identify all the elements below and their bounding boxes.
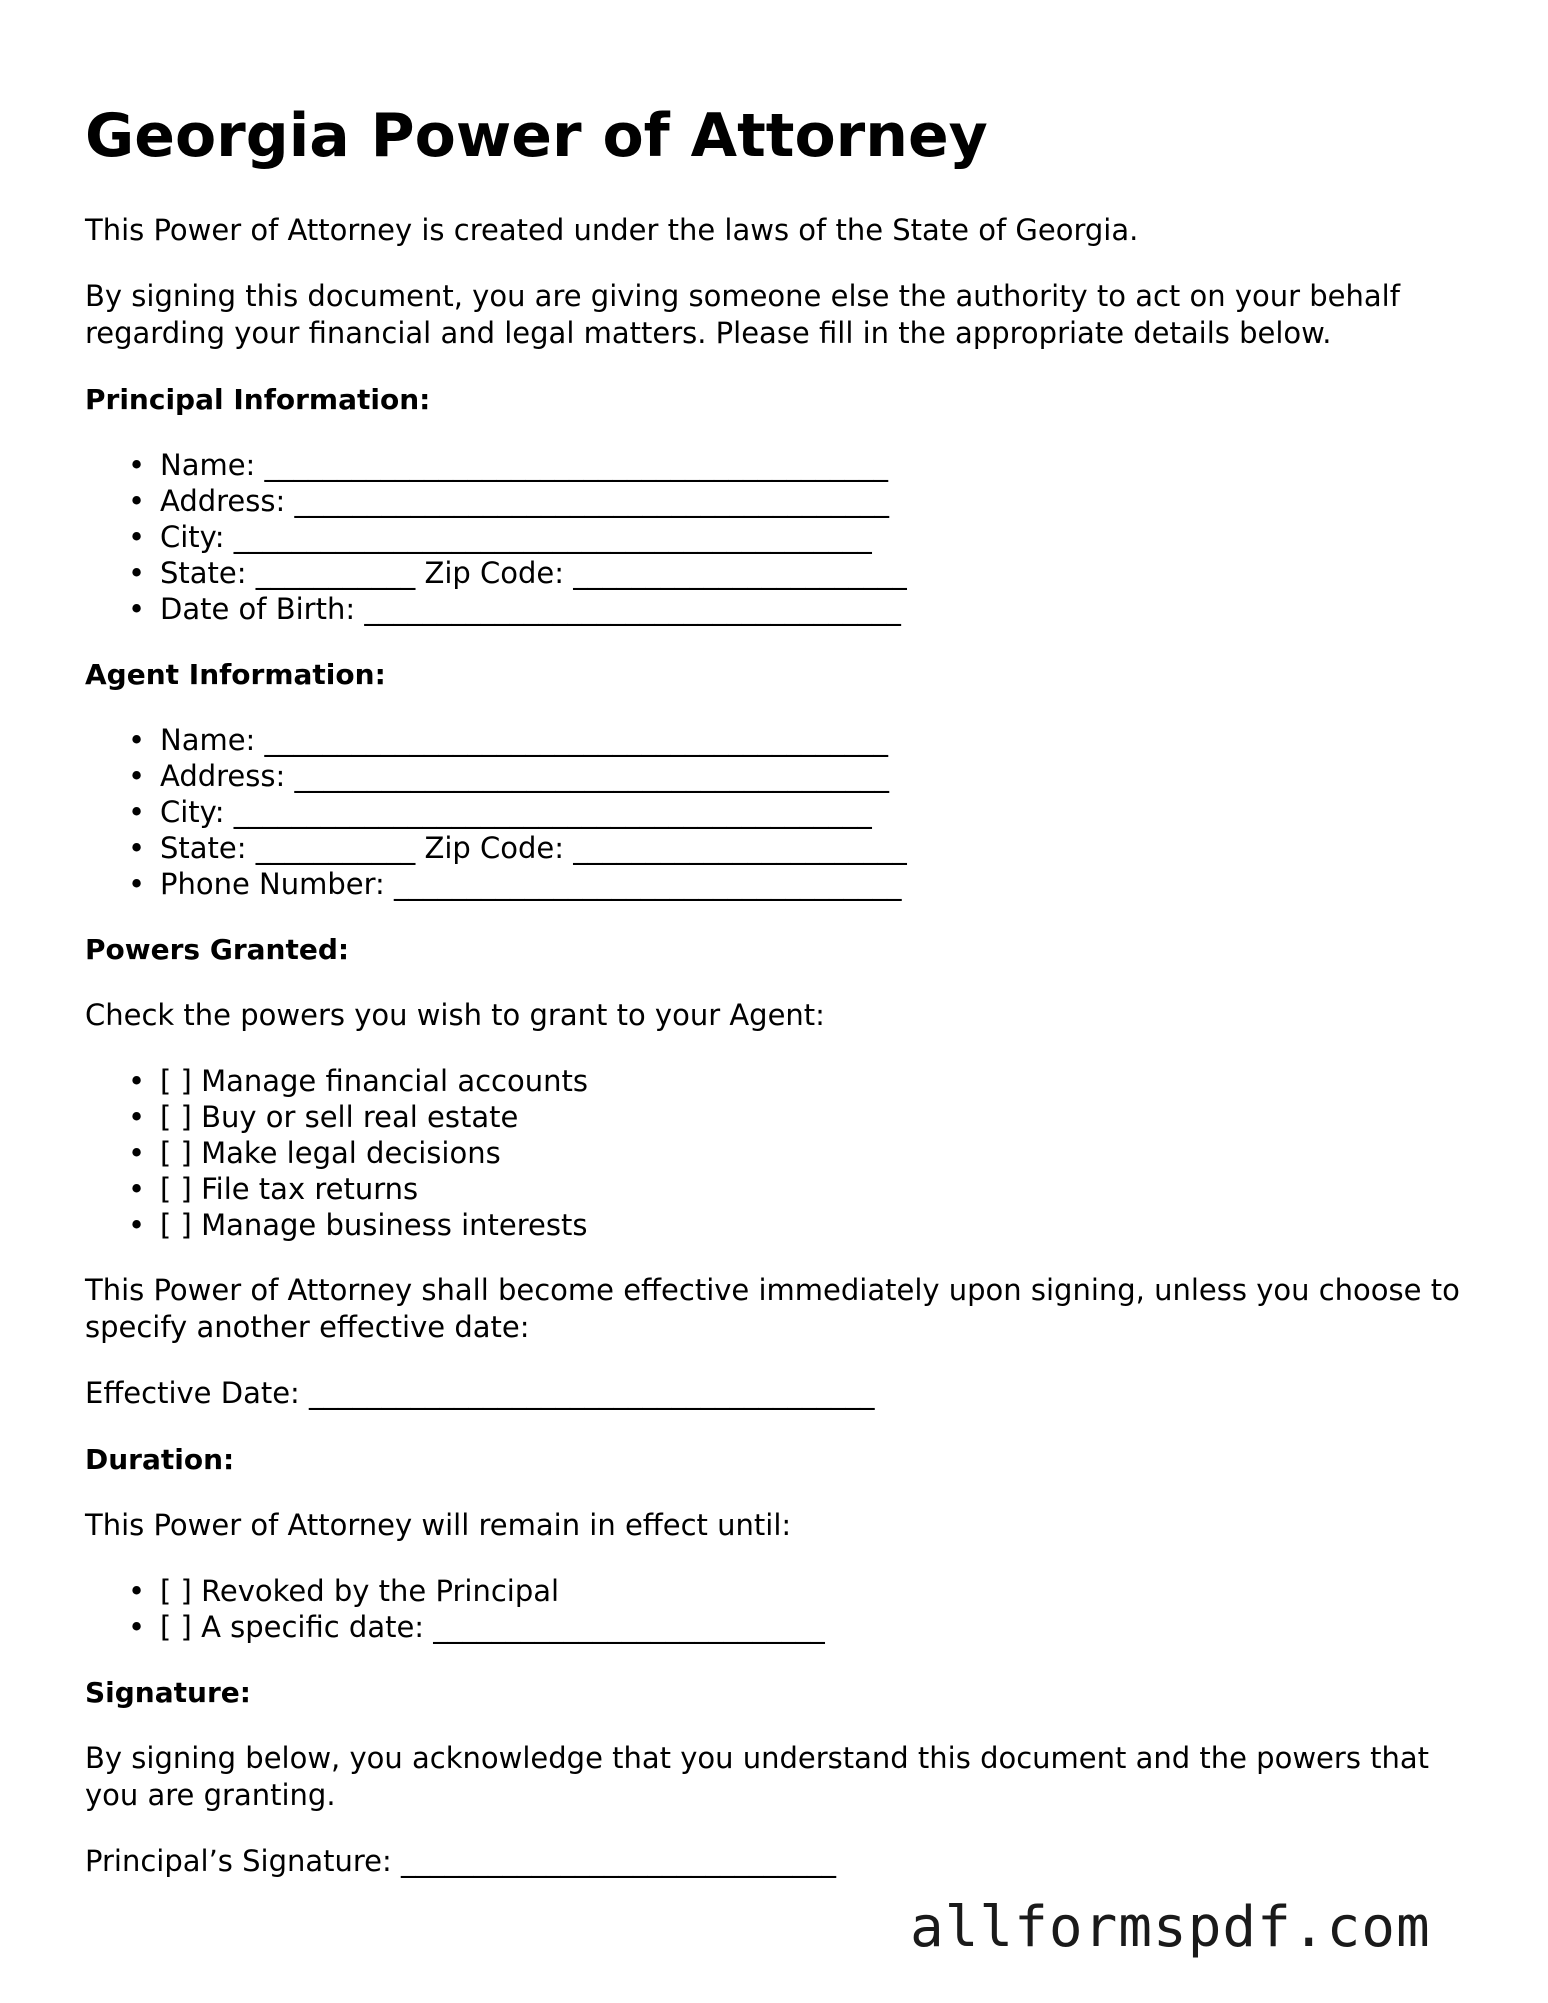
document-title: Georgia Power of Attorney	[85, 101, 988, 171]
intro-paragraph-1: This Power of Attorney is created under the laws of the State of Georgia.	[85, 213, 1139, 247]
signature-heading: Signature:	[85, 1676, 251, 1709]
agent-state-zip-field: • State: ___________ Zip Code: _______________________	[160, 830, 1485, 866]
principal-info-list	[85, 447, 1485, 627]
duration-option-date: • [ ] A specific date: ___________________________	[160, 1609, 1485, 1645]
principal-city-field: • City: ____________________________________________	[160, 519, 1485, 555]
principal-address-field: • Address: _________________________________________	[160, 483, 1485, 519]
power-option-business: • [ ] Manage business interests	[160, 1207, 1485, 1243]
power-option-legal: • [ ] Make legal decisions	[160, 1135, 1485, 1171]
power-option-financial: • [ ] Manage financial accounts	[160, 1063, 1485, 1099]
agent-name-field: • Name: ___________________________________________	[160, 722, 1485, 758]
signature-paragraph: By signing below, you acknowledge that you understand this document and the powers that you are granting.	[85, 1741, 1430, 1812]
document-page	[85, 100, 1485, 1909]
agent-info-list	[85, 722, 1485, 902]
duration-paragraph: This Power of Attorney will remain in effect until:	[85, 1508, 792, 1542]
principal-state-zip-field: • State: ___________ Zip Code: _______________________	[160, 555, 1485, 591]
duration-heading: Duration:	[85, 1443, 235, 1476]
duration-list	[85, 1573, 1485, 1645]
powers-list	[85, 1063, 1485, 1243]
powers-instruction: Check the powers you wish to grant to your Agent:	[85, 998, 825, 1032]
principal-signature-field: Principal’s Signature: ______________________________	[85, 1844, 837, 1878]
watermark: allformspdf.com	[910, 1895, 1431, 1960]
power-option-tax: • [ ] File tax returns	[160, 1171, 1485, 1207]
principal-dob-field: • Date of Birth: _____________________________________	[160, 591, 1485, 627]
principal-name-field: • Name: ___________________________________________	[160, 447, 1485, 483]
agent-phone-field: • Phone Number: ___________________________________	[160, 866, 1485, 902]
power-option-real-estate: • [ ] Buy or sell real estate	[160, 1099, 1485, 1135]
principal-heading: Principal Information:	[85, 383, 431, 416]
agent-city-field: • City: ____________________________________________	[160, 794, 1485, 830]
intro-paragraph-2: By signing this document, you are giving someone else the authority to act on your behalf regarding your financial and legal matters. Please fill in the appropriate details below.	[85, 279, 1400, 350]
effective-date-field: Effective Date: _______________________________________	[85, 1376, 875, 1410]
effective-paragraph: This Power of Attorney shall become effective immediately upon signing, unless you choose to specify another effective date:	[85, 1273, 1460, 1344]
powers-heading: Powers Granted:	[85, 933, 350, 966]
agent-address-field: • Address: _________________________________________	[160, 758, 1485, 794]
agent-heading: Agent Information:	[85, 658, 386, 691]
duration-option-revoked: • [ ] Revoked by the Principal	[160, 1573, 1485, 1609]
